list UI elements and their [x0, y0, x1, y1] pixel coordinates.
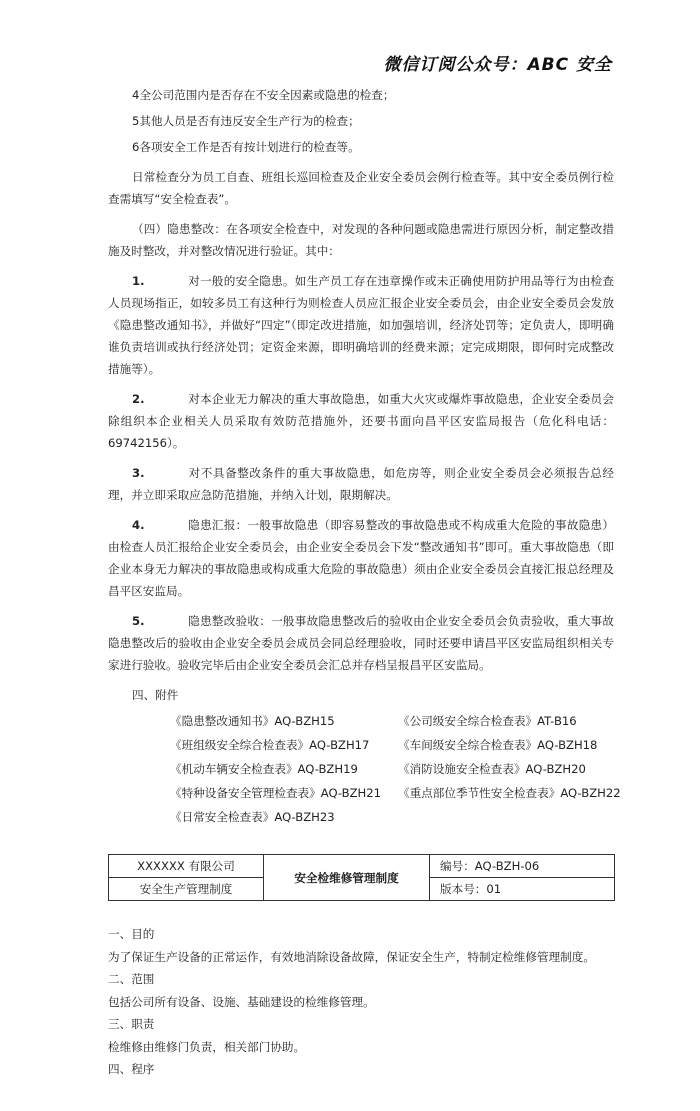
section-heading: 一、目的 — [108, 927, 155, 941]
item-text: 隐患整改验收：一般事故隐患整改后的验收由企业安全委员会负责验收，重大事故隐患整改后的验收由企业安全委员会成员会同总经理验收，同时还要申请昌平区安监局组织相关专家进行验收。验收完毕后由企业安全委员会汇总并存档呈报昌平区安监局。 — [108, 614, 614, 672]
item-number: 1. — [132, 274, 145, 288]
numbered-item — [108, 514, 614, 602]
document-version: 版本号：01 — [430, 878, 615, 901]
page-header-watermark: 微信订阅公众号：ABC 安全 — [383, 55, 612, 75]
document-body-2 — [108, 923, 614, 1081]
numbered-item — [108, 462, 614, 506]
attachment-item: 《公司级安全综合检查表》AT-B16 — [398, 714, 577, 728]
attachments-heading: 四、附件 — [132, 688, 179, 702]
attachment-item: 《隐患整改通知书》AQ-BZH15 — [170, 714, 335, 728]
item-text: 对不具备整改条件的重大事故隐患，如危房等，则企业安全委员会必须报告总经理，并立即采取应急防范措施，并纳入计划，限期解决。 — [108, 466, 614, 502]
item-number: 5. — [132, 614, 145, 628]
numbered-item — [108, 610, 614, 676]
document-title: 安全检维修管理制度 — [264, 855, 430, 901]
document-header-table — [108, 854, 615, 901]
document-body — [108, 84, 621, 828]
item-text: 隐患汇报：一般事故隐患（即容易整改的事故隐患或不构成重大危险的事故隐患）由检查人员汇报给企业安全委员会，由企业安全委员会下发“整改通知书”即可。重大事故隐患（即企业本身无力解决的事故隐患或构成重大危险的事故隐患）须由企业安全委员会直接汇报总经理及昌平区安监局。 — [108, 518, 614, 598]
attachment-item: 《机动车辆安全检查表》AQ-BZH19 — [170, 762, 358, 776]
item-number: 2. — [132, 392, 145, 406]
attachment-item: 《特种设备安全管理检查表》AQ-BZH21 — [170, 786, 382, 800]
list-item: 6各项安全工作是否有按计划进行的检查等。 — [132, 140, 360, 154]
paragraph: 为了保证生产设备的正常运作，有效地消除设备故障，保证安全生产，特制定检维修管理制度。 — [108, 949, 595, 964]
section-heading: 三、职责 — [108, 1017, 155, 1031]
numbered-item — [108, 388, 614, 454]
numbered-item — [108, 270, 614, 380]
paragraph: 包括公司所有设备、设施、基础建设的检维修管理。 — [108, 994, 375, 1009]
document-category: 安全生产管理制度 — [109, 878, 264, 901]
paragraph: 检维修由维修门负责，相关部门协助。 — [108, 1039, 306, 1054]
item-number: 3. — [132, 466, 145, 480]
list-item: 4全公司范围内是否存在不安全因素或隐患的检查； — [132, 88, 395, 102]
document-code: 编号：AQ-BZH-06 — [430, 855, 615, 878]
item-text: 对本企业无力解决的重大事故隐患，如重大火灾或爆炸事故隐患，企业安全委员会除组织本企业相关人员采取有效防范措施外，还要书面向昌平区安监局报告（危化科电话：69742156）。 — [108, 392, 614, 450]
attachments-list — [170, 710, 621, 828]
section-heading: 四、程序 — [108, 1062, 155, 1076]
attachment-item: 《车间级安全综合检查表》AQ-BZH18 — [398, 738, 598, 752]
attachment-item: 《消防设施安全检查表》AQ-BZH20 — [398, 762, 586, 776]
list-item: 5其他人员是否有违反安全生产行为的检查； — [132, 114, 360, 128]
attachment-item: 《日常安全检查表》AQ-BZH23 — [170, 810, 335, 824]
attachment-item: 《重点部位季节性安全检查表》AQ-BZH22 — [398, 786, 621, 800]
item-number: 4. — [132, 518, 145, 532]
section-heading: 二、范围 — [108, 972, 155, 986]
attachment-item: 《班组级安全综合检查表》AQ-BZH17 — [170, 738, 370, 752]
paragraph-daily-check: 日常检查分为员工自查、班组长巡回检查及企业安全委员会例行检查等。其中安全委员例行检查需填写“安全检查表”。 — [108, 170, 614, 206]
paragraph-hazard-rectification: （四）隐患整改：在各项安全检查中，对发现的各种问题或隐患需进行原因分析，制定整改措施及时整改，并对整改情况进行验证。其中： — [108, 222, 614, 258]
item-text: 对一般的安全隐患。如生产员工存在违章操作或未正确使用防护用品等行为由检查人员现场指正，如较多员工有这种行为则检查人员应汇报企业安全委员会，由企业安全委员会发放《隐患整改通知书》，并做好“四定”（即定改进措施，如加强培训，经济处罚等；定负责人，即明确谁负责培训或执行经济处罚；定资金来源，即明确培训的经费来源；定完成期限，即何时完成整改措施等）。 — [108, 274, 614, 376]
company-name: XXXXXX 有限公司 — [109, 855, 264, 878]
